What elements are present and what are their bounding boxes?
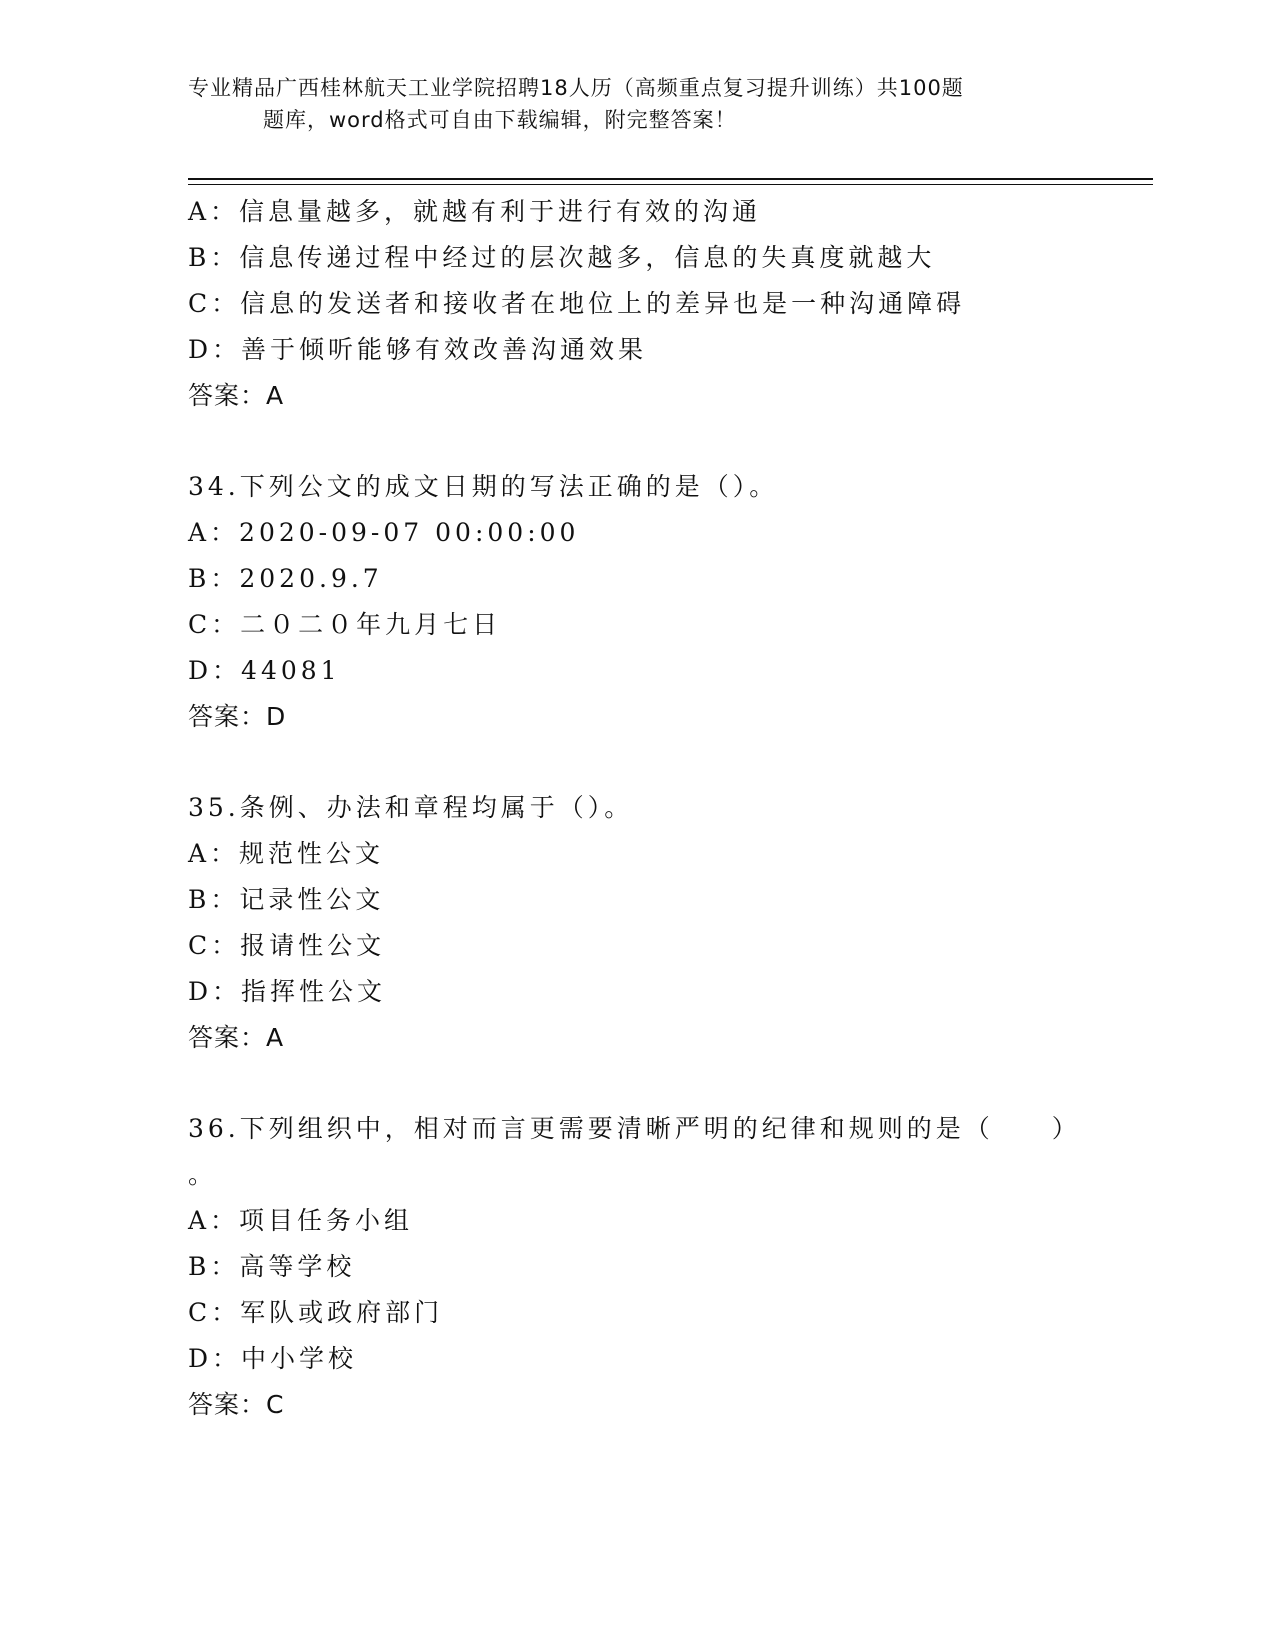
question-stem: 35.条例、办法和章程均属于（）。 — [188, 793, 634, 822]
option-d: D：指挥性公文 — [188, 977, 387, 1006]
option-d: D：中小学校 — [188, 1344, 358, 1373]
header-rule-thick — [188, 178, 1153, 180]
question-list — [188, 189, 1088, 1428]
option-a: A：规范性公文 — [188, 839, 385, 868]
option-c: C：军队或政府部门 — [188, 1298, 444, 1327]
question-stem-continuation: 。 — [188, 1160, 214, 1189]
answer-line: 答案：C — [188, 1390, 285, 1419]
option-a: A：项目任务小组 — [188, 1206, 414, 1235]
answer-line: 答案：A — [188, 1023, 285, 1052]
question-block — [188, 785, 1088, 1061]
question-block — [188, 189, 1088, 419]
option-b: B：2020.9.7 — [188, 564, 383, 593]
option-b: B：信息传递过程中经过的层次越多，信息的失真度就越大 — [188, 243, 936, 272]
question-block — [188, 1106, 1088, 1428]
header-title-line2: 题库，word格式可自由下载编辑，附完整答案！ — [263, 108, 737, 132]
question-stem: 36.下列组织中，相对而言更需要清晰严明的纪律和规则的是（ ） — [188, 1114, 1081, 1143]
option-d: D：44081 — [188, 656, 341, 685]
option-d: D：善于倾听能够有效改善沟通效果 — [188, 335, 648, 364]
question-block — [188, 464, 1088, 740]
answer-line: 答案：A — [188, 381, 285, 410]
option-c: C：报请性公文 — [188, 931, 386, 960]
option-c: C：信息的发送者和接收者在地位上的差异也是一种沟通障碍 — [188, 289, 966, 318]
option-a: A：信息量越多，就越有利于进行有效的沟通 — [188, 197, 762, 226]
header-rule-thin — [188, 184, 1153, 185]
option-b: B：高等学校 — [188, 1252, 356, 1281]
question-stem: 34.下列公文的成文日期的写法正确的是（）。 — [188, 472, 779, 501]
option-c: C：二０二０年九月七日 — [188, 610, 502, 639]
answer-line: 答案：D — [188, 702, 287, 731]
option-a: A：2020-09-07 00:00:00 — [188, 518, 580, 547]
header-title-line1: 专业精品广西桂林航天工业学院招聘18人历（高频重点复习提升训练）共100题 — [188, 76, 964, 100]
option-b: B：记录性公文 — [188, 885, 385, 914]
document-header — [188, 72, 1088, 136]
